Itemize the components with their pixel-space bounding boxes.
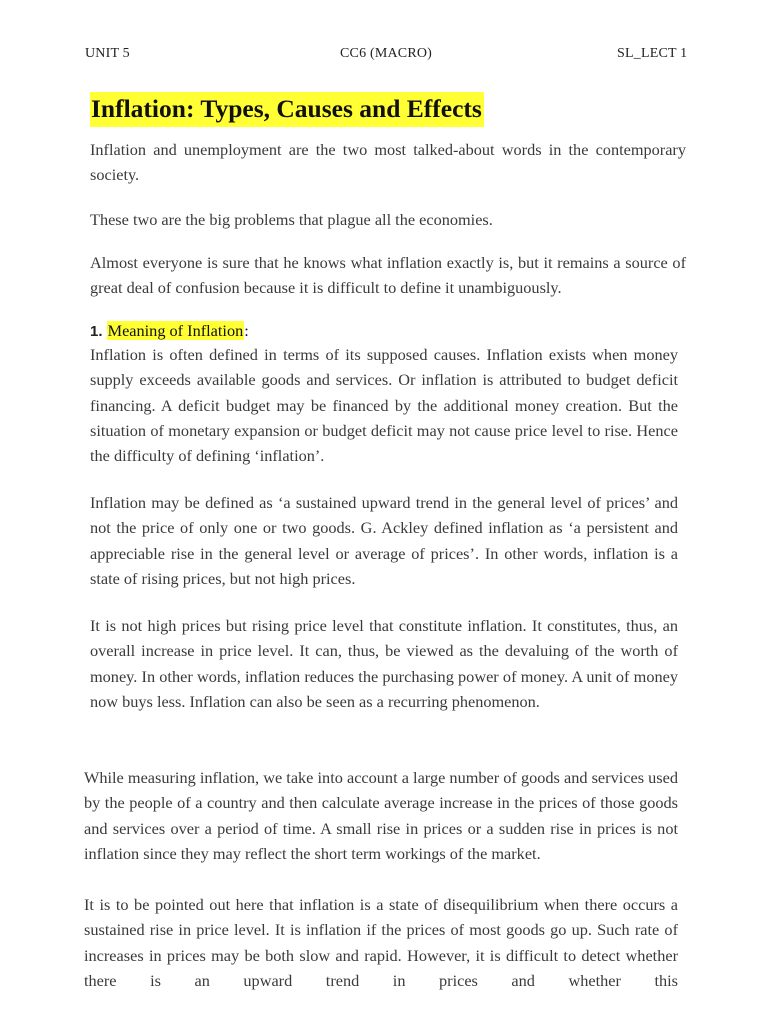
intro-paragraph-2: These two are the big problems that plague all the economies.: [90, 210, 493, 229]
meaning-paragraph-1: Inflation is often defined in terms of its supposed causes. Inflation exists when money supply exceeds available goods and services. Or inflation is attributed to budget deficit financing. A deficit budget may be financed by the additional money creation. But the situation of monetary expansion or budget deficit may not cause price level to rise. Hence the difficulty of defining ‘inflation’.: [90, 345, 678, 466]
section-heading-meaning: [90, 318, 249, 344]
intro-paragraph-1: Inflation and unemployment are the two most talked-about words in the contemporary society.: [90, 140, 686, 185]
intro-paragraph-3: Almost everyone is sure that he knows what inflation exactly is, but it remains a source of great deal of confusion because it is difficult to define it unambiguously.: [90, 253, 686, 298]
section-heading-colon: :: [244, 321, 249, 340]
header-course: CC6 (MACRO): [340, 46, 433, 61]
header-lecture: SL_LECT 1: [617, 46, 688, 61]
meaning-paragraph-2: Inflation may be defined as ‘a sustained upward trend in the general level of prices’ and not the price of only one or two goods. G. Ackley defined inflation as ‘a persistent and appreciable rise in the general level or average of prices’. In other words, inflation is a state of rising prices, but not high prices.: [90, 493, 678, 588]
page-title: Inflation: Types, Causes and Effects: [90, 92, 484, 127]
header-unit: UNIT 5: [85, 46, 130, 61]
section-heading-text: Meaning of Inflation: [107, 321, 244, 340]
meaning-paragraph-5: It is to be pointed out here that inflation is a state of disequilibrium when there occurs a sustained rise in price level. It is inflation if the prices of most goods go up. Such rate of increases in prices may be both slow and rapid. However, it is difficult to detect whether there is an upward trend in prices and whether this: [84, 895, 678, 990]
meaning-paragraph-4: While measuring inflation, we take into account a large number of goods and services used by the people of a country and then calculate average increase in the prices of those goods and services over a period of time. A small rise in prices or a sudden rise in prices is not inflation since they may reflect the short term workings of the market.: [84, 768, 678, 863]
section-number: 1.: [90, 323, 103, 340]
meaning-paragraph-3: It is not high prices but rising price level that constitute inflation. It constitutes, thus, an overall increase in price level. It can, thus, be viewed as the devaluing of the worth of money. In other words, inflation reduces the purchasing power of money. A unit of money now buys less. Inflation can also be seen as a recurring phenomenon.: [90, 616, 678, 711]
